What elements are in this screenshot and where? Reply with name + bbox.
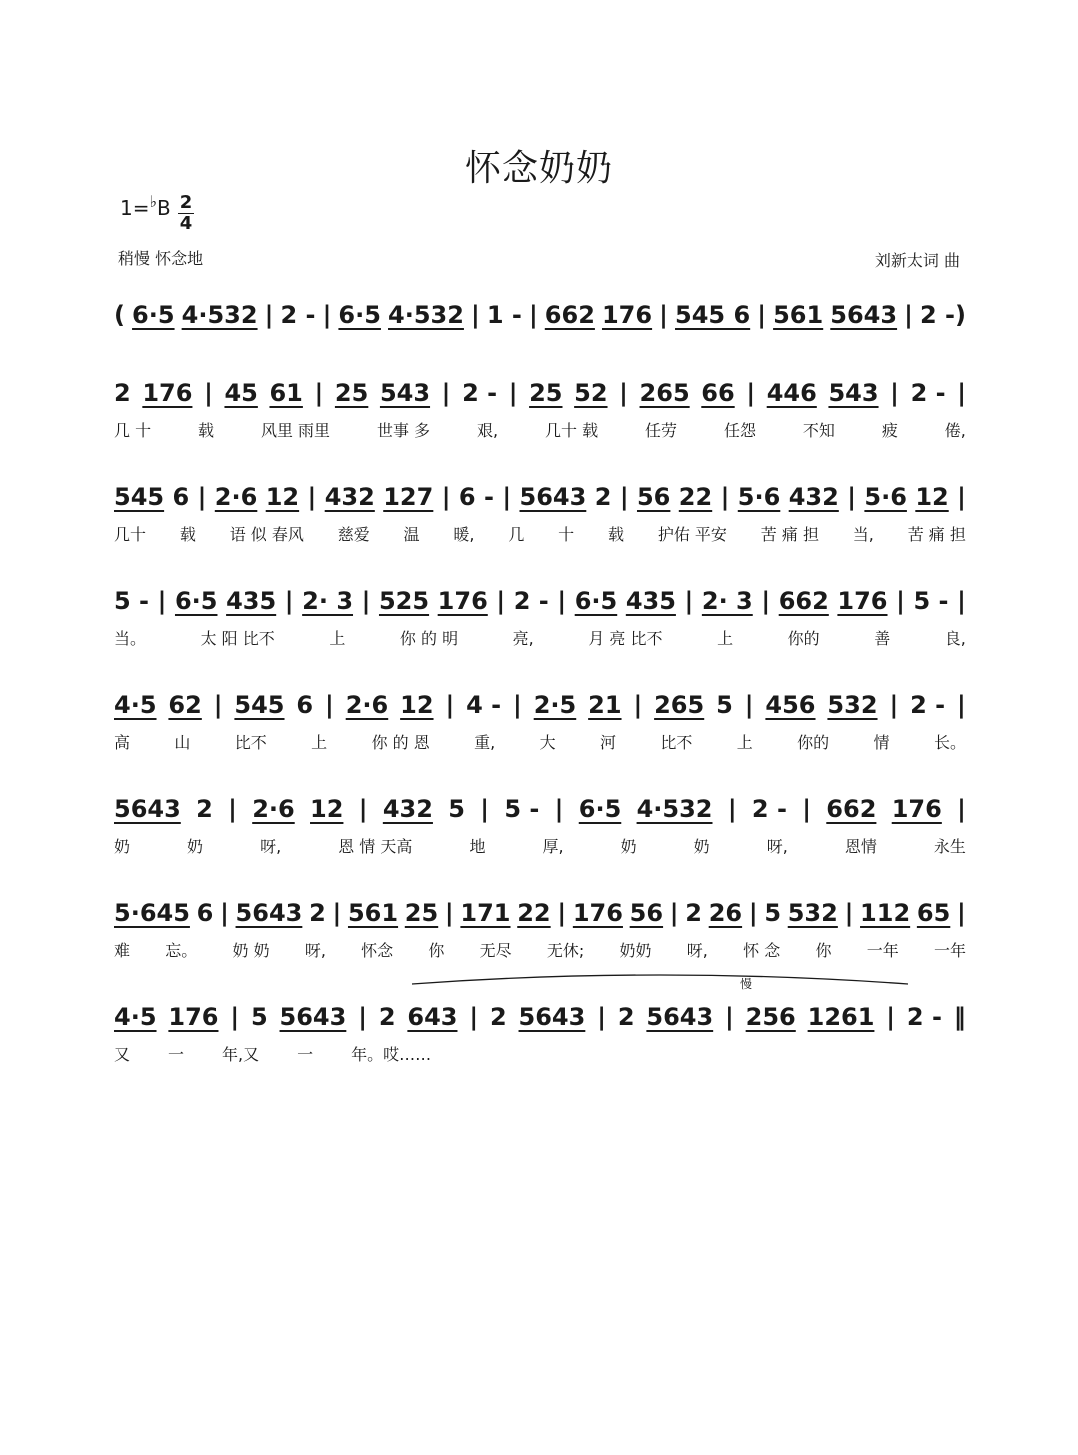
bar-line: |: [528, 301, 538, 329]
bar-line: |: [890, 379, 899, 407]
note-group: 2 -: [280, 301, 316, 329]
note-group: 25: [334, 379, 369, 407]
bar-line: |: [597, 1003, 606, 1031]
lyric-text: 载: [608, 525, 625, 544]
lyric-text: 语 似 春风: [229, 525, 304, 544]
lyric-text: 比不: [234, 733, 267, 752]
bar-line: |: [358, 795, 368, 823]
note-group: 5643: [518, 1003, 586, 1031]
lyric-text: 又: [114, 1045, 131, 1064]
lyric-text: 几十 载: [545, 421, 599, 440]
lyric-text: 亮,: [512, 629, 534, 648]
lyric-text: 怀 念: [743, 941, 781, 960]
lyric-text: 奶: [187, 837, 204, 856]
flat-sign: ♭: [149, 192, 158, 211]
note-group: 5: [716, 691, 733, 719]
lyric-text: 十: [558, 525, 575, 544]
note-group: 2 -: [751, 795, 787, 823]
note-group: 2·6: [214, 483, 258, 511]
lyric-text: 无尽: [479, 941, 512, 960]
bar-line: |: [445, 691, 455, 719]
note-group: 6·5: [578, 795, 622, 823]
note-group: 543: [828, 379, 879, 407]
bar-line: |: [896, 587, 905, 615]
note-group: 22: [517, 899, 551, 927]
bar-line: |: [230, 1003, 240, 1031]
note-group: 176: [891, 795, 942, 823]
lyric-text: 山: [174, 733, 191, 752]
lyric-text: 你的: [797, 733, 830, 752]
bar-line: |: [957, 899, 966, 927]
bar-line: |: [889, 691, 899, 719]
note-group: 1 -: [486, 301, 522, 329]
lyric-text: 怀念: [361, 941, 394, 960]
composer-credit: 刘新太词 曲: [874, 251, 960, 270]
song-title: 怀念奶奶: [464, 148, 613, 189]
note-group: 176: [168, 1003, 219, 1031]
lyric-text: 上: [311, 733, 328, 752]
key-note: B: [157, 196, 171, 220]
note-group: 62: [168, 691, 202, 719]
note-group: 12: [265, 483, 300, 511]
bar-line: |: [307, 483, 317, 511]
lyric-text: 河: [599, 733, 616, 752]
note-group: 2: [685, 899, 702, 927]
lyric-text: 长。: [933, 733, 966, 752]
bar-line: |: [957, 587, 966, 615]
lyric-text: 任怨: [723, 421, 756, 440]
bar-line: |: [619, 379, 628, 407]
note-group: 5643: [830, 301, 898, 329]
lyric-text: 风里 雨里: [260, 421, 331, 440]
bar-line: |: [284, 587, 294, 615]
bar-line: |: [748, 899, 758, 927]
note-group: 265: [654, 691, 705, 719]
note-group: 6·5: [132, 301, 175, 329]
lyric-text: 护佑 平安: [657, 525, 727, 544]
note-group: 456: [765, 691, 816, 719]
bar-line: |: [264, 301, 274, 329]
bar-line: |: [619, 483, 629, 511]
lyric-text: 呀,: [260, 837, 282, 856]
lyric-text: 奶 奶: [232, 941, 270, 960]
bar-line: |: [361, 587, 371, 615]
bar-line: |: [725, 1003, 734, 1031]
note-group: 2 -: [513, 587, 549, 615]
note-group: 5·6: [864, 483, 907, 511]
bar-line: |: [496, 587, 506, 615]
lyric-text: 载: [179, 525, 196, 544]
note-group: 545: [114, 483, 165, 511]
bar-line: |: [213, 691, 223, 719]
bar-line: |: [325, 691, 334, 719]
note-group: 4 -: [466, 691, 502, 719]
lyric-text: 年。哎……: [351, 1045, 432, 1064]
bar-line: |: [957, 691, 966, 719]
bar-line: |: [720, 483, 730, 511]
bar-line: |: [358, 1003, 367, 1031]
note-group: 6 -: [458, 483, 494, 511]
lyric-text: 奶奶: [619, 941, 652, 960]
lyric-text: 月 亮 比不: [588, 629, 663, 648]
note-group: 2: [594, 483, 612, 511]
lyric-text: 你: [815, 941, 832, 960]
lyric-text: 你: [428, 941, 445, 960]
bar-line: |: [844, 899, 854, 927]
lyric-text: 一: [297, 1045, 314, 1064]
note-group: 25: [529, 379, 563, 407]
note-group: 176: [437, 587, 488, 615]
bar-line: |: [554, 795, 564, 823]
lyric-text: 永生: [933, 837, 966, 856]
lyric-text: 奶: [693, 837, 710, 856]
lyric-text: 艰,: [476, 421, 499, 440]
lyric-text: 慈爱: [337, 525, 370, 544]
note-group: 12: [400, 691, 434, 719]
note-group: 5643: [279, 1003, 347, 1031]
note-group: 5: [448, 795, 465, 823]
note-group: 2 -): [920, 301, 966, 329]
bar-line: |: [322, 301, 332, 329]
bar-line: |: [847, 483, 856, 511]
lyric-text: 太 阳 比不: [200, 629, 275, 648]
lyric-text: 任劳: [645, 421, 678, 440]
note-group: 127: [383, 483, 434, 511]
lyric-text: 上: [717, 629, 734, 648]
bar-line: ‖: [953, 1003, 966, 1031]
bar-line: |: [957, 379, 966, 407]
lyric-text: 几: [508, 525, 525, 544]
lyric-text: 大: [539, 733, 556, 752]
note-group: 5643: [114, 795, 181, 823]
note-group: 643: [407, 1003, 458, 1031]
lyric-text: 呀,: [686, 941, 708, 960]
note-group: 5·645: [114, 899, 190, 927]
lyric-text: 上: [329, 629, 346, 648]
lyric-text: 厚,: [542, 837, 564, 856]
note-group: 532: [787, 899, 838, 927]
note-group: 2· 3: [302, 587, 354, 615]
lyric-text: 疲: [881, 421, 898, 440]
lyric-text: 恩 情 天高: [338, 837, 413, 856]
tempo-mark-slow: 慢: [740, 977, 753, 991]
bar-line: |: [957, 483, 966, 511]
note-group: 5·6: [737, 483, 781, 511]
note-group: 2: [378, 1003, 396, 1031]
note-group: 65: [916, 899, 951, 927]
lyric-text: 恩情: [844, 837, 877, 856]
lyric-text: 一: [168, 1045, 185, 1064]
lyric-text: 善: [874, 629, 891, 648]
lyric-text: 年,又: [222, 1045, 260, 1064]
bar-line: |: [886, 1003, 896, 1031]
note-group: 543: [379, 379, 431, 407]
note-group: 662: [778, 587, 829, 615]
lyric-text: 世事 多: [376, 421, 431, 440]
note-group: 435: [625, 587, 676, 615]
note-group: 2·6: [345, 691, 389, 719]
note-group: 176: [837, 587, 888, 615]
lyric-text: 重,: [474, 733, 496, 752]
note-group: 6: [296, 691, 314, 719]
lyric-text: 当。: [114, 629, 147, 648]
note-group: 5 -: [504, 795, 540, 823]
lyric-text: 一年: [933, 941, 966, 960]
bar-line: |: [633, 691, 643, 719]
note-group: 2 -: [906, 1003, 942, 1031]
note-group: 2·6: [252, 795, 295, 823]
bar-line: |: [157, 587, 167, 615]
note-group: 4·532: [181, 301, 258, 329]
time-signature-bottom: 4: [179, 213, 193, 234]
note-group: 2: [309, 899, 326, 927]
lyric-text: 一年: [866, 941, 899, 960]
bar-line: |: [669, 899, 679, 927]
bar-line: |: [746, 379, 756, 407]
note-group: 2 -: [462, 379, 498, 407]
note-group: 532: [827, 691, 878, 719]
lyric-text: 奶: [620, 837, 637, 856]
bar-line: |: [557, 899, 567, 927]
note-group: 432: [788, 483, 839, 511]
note-group: 66: [701, 379, 735, 407]
note-group: 2· 3: [701, 587, 753, 615]
note-group: 112: [860, 899, 911, 927]
note-group: 6: [196, 899, 214, 927]
note-group: 61: [269, 379, 303, 407]
note-group: 171: [460, 899, 511, 927]
note-group: 56: [629, 899, 664, 927]
note-group: 5643: [519, 483, 587, 511]
time-signature-top: 2: [179, 192, 193, 213]
bar-line: |: [314, 379, 324, 407]
bar-line: |: [332, 899, 342, 927]
note-group: 6·5: [338, 301, 381, 329]
bar-line: |: [727, 795, 737, 823]
lyric-text: 情: [873, 733, 890, 752]
bar-line: |: [757, 301, 767, 329]
tempo-marking: 稍慢 怀念地: [118, 249, 204, 268]
lyric-text: 无休;: [546, 941, 585, 960]
lyric-text: 上: [736, 733, 753, 752]
note-group: 26: [708, 899, 743, 927]
long-slur: [412, 975, 908, 984]
bar-line: |: [444, 899, 454, 927]
note-group: 2: [489, 1003, 507, 1031]
bar-line: |: [684, 587, 694, 615]
note-group: 2: [196, 795, 213, 823]
bar-line: |: [471, 301, 480, 329]
note-group: 256: [745, 1003, 796, 1031]
note-group: 1261: [807, 1003, 875, 1031]
lyric-text: 你的: [787, 629, 820, 648]
note-group: 4·5: [114, 691, 157, 719]
note-group: 176: [601, 301, 653, 329]
bar-line: |: [513, 691, 522, 719]
lyric-text: 忘。: [165, 941, 198, 960]
lyric-text: 载: [198, 421, 215, 440]
note-group: 435: [226, 587, 277, 615]
lyric-text: 你 的 明: [399, 629, 459, 648]
note-group: 21: [588, 691, 622, 719]
note-group: 662: [826, 795, 877, 823]
lyric-text: 奶: [114, 837, 131, 856]
lyric-text: 苦 痛 担: [760, 525, 819, 544]
note-group: 545: [234, 691, 285, 719]
note-group: 2 -: [910, 379, 946, 407]
note-group: 265: [639, 379, 690, 407]
bar-line: |: [480, 795, 490, 823]
bar-line: |: [557, 587, 567, 615]
bar-line: |: [197, 483, 207, 511]
note-group: 176: [572, 899, 623, 927]
note-group: 22: [678, 483, 713, 511]
bar-line: |: [502, 483, 512, 511]
lyric-text: 不知: [802, 421, 835, 440]
lyric-text: 几 十: [114, 421, 152, 440]
note-group: 6·5: [574, 587, 618, 615]
note-group: (: [114, 301, 125, 329]
note-group: 6·5: [174, 587, 218, 615]
note-group: 2: [114, 379, 131, 407]
bar-line: |: [744, 691, 754, 719]
lyric-text: 几十: [114, 525, 147, 544]
lyric-text: 呀,: [304, 941, 326, 960]
note-group: 176: [142, 379, 193, 407]
bar-line: |: [761, 587, 771, 615]
note-group: 662: [544, 301, 595, 329]
note-group: 5: [250, 1003, 268, 1031]
bar-line: |: [659, 301, 668, 329]
note-group: 5 -: [114, 587, 150, 615]
lyric-text: 比不: [660, 733, 693, 752]
lyric-text: 地: [469, 837, 486, 856]
note-group: 4·5: [114, 1003, 157, 1031]
bar-line: |: [957, 795, 966, 823]
note-group: 5 -: [913, 587, 949, 615]
lyric-text: 苦 痛 担: [907, 525, 966, 544]
note-group: 432: [324, 483, 375, 511]
bar-line: |: [220, 899, 229, 927]
note-group: 56: [636, 483, 671, 511]
note-group: 2: [617, 1003, 635, 1031]
note-group: 6: [172, 483, 190, 511]
bar-line: |: [441, 379, 451, 407]
note-group: 5643: [235, 899, 303, 927]
note-group: 2 -: [910, 691, 946, 719]
bar-line: |: [802, 795, 811, 823]
bar-line: |: [204, 379, 213, 407]
lyric-text: 良,: [944, 629, 966, 648]
bar-line: |: [469, 1003, 479, 1031]
bar-line: |: [508, 379, 518, 407]
bar-line: |: [441, 483, 451, 511]
note-group: 5643: [646, 1003, 714, 1031]
lyric-text: 倦,: [944, 421, 966, 440]
lyric-text: 呀,: [766, 837, 788, 856]
lyric-text: 温: [403, 525, 420, 544]
lyric-text: 当,: [852, 525, 874, 544]
note-group: 52: [574, 379, 608, 407]
note-group: 25: [404, 899, 439, 927]
note-group: 446: [766, 379, 817, 407]
bar-line: |: [904, 301, 913, 329]
note-group: 45: [224, 379, 258, 407]
note-group: 545 6: [675, 301, 751, 329]
note-group: 5: [764, 899, 782, 927]
bar-line: |: [228, 795, 237, 823]
lyric-text: 暖,: [453, 525, 475, 544]
note-group: 525: [378, 587, 430, 615]
note-group: 2·5: [533, 691, 577, 719]
note-group: 4·532: [636, 795, 713, 823]
note-group: 4·532: [388, 301, 464, 329]
note-group: 561: [347, 899, 399, 927]
note-group: 12: [310, 795, 344, 823]
key-prefix: 1=: [120, 196, 150, 220]
lyric-text: 难: [114, 941, 131, 960]
note-group: 561: [773, 301, 824, 329]
note-group: 432: [382, 795, 433, 823]
lyric-text: 你 的 恩: [371, 733, 430, 752]
lyric-text: 高: [114, 733, 131, 752]
note-group: 12: [915, 483, 949, 511]
